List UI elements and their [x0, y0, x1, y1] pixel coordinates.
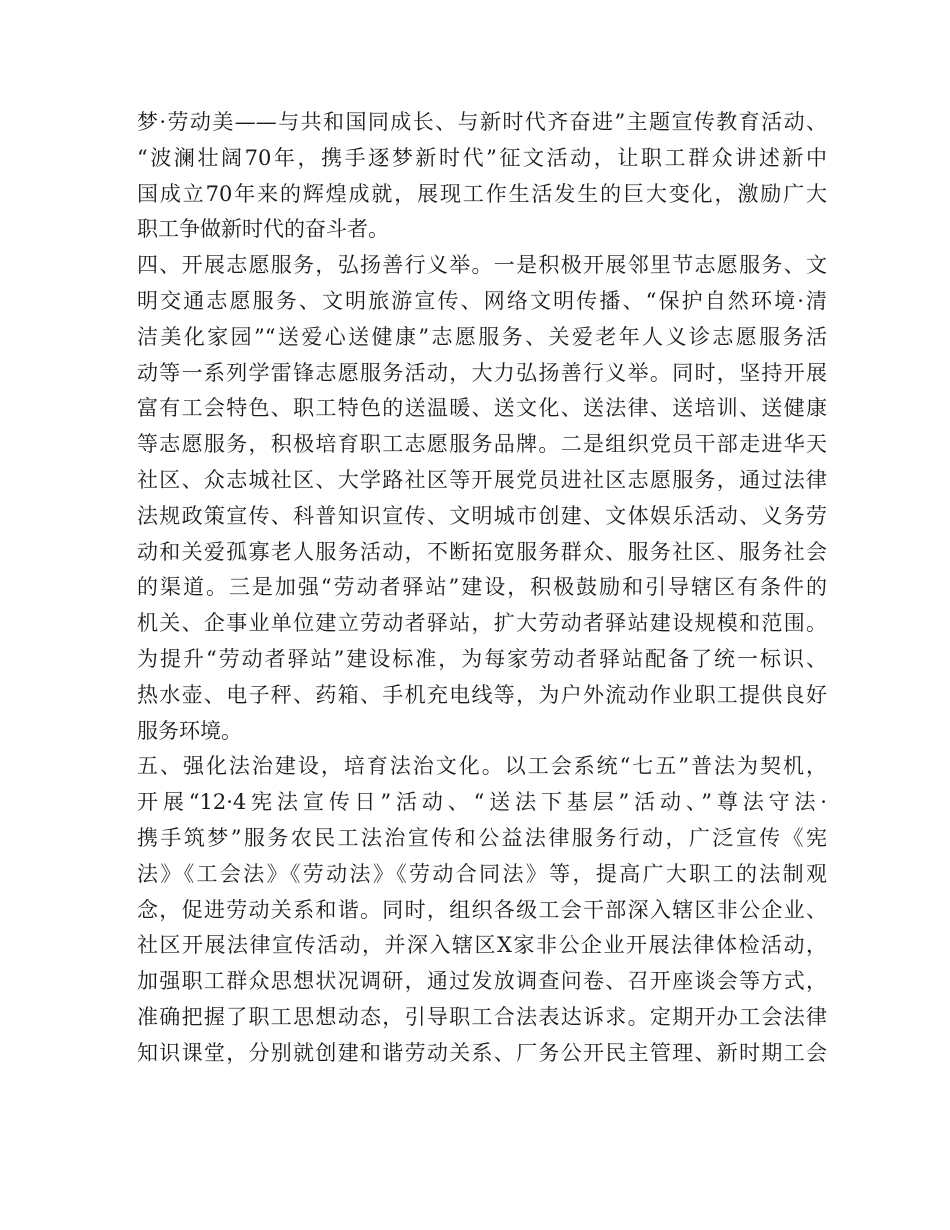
- text-line: 加强职工群众思想状况调研，通过发放调查问卷、召开座谈会等方式，: [137, 969, 827, 994]
- text-line: 动等一系列学雷锋志愿服务活动，大力弘扬善行义举。同时，坚持开展: [137, 360, 827, 385]
- text-line: 梦·劳动美——与共和国同成长、与新时代齐奋进”主题宣传教育活动、: [137, 110, 827, 134]
- text-line: 明交通志愿服务、文明旅游宣传、网络文明传播、“保护自然环境·清: [137, 288, 827, 313]
- text-line: 的渠道。三是加强“劳动者驿站”建设，积极鼓励和引导辖区有条件的: [137, 575, 827, 600]
- text-line: 四、开展志愿服务，弘扬善行义举。一是积极开展邻里节志愿服务、文: [137, 253, 827, 278]
- text-line: 开展“12·4宪法宣传日”活动、“送法下基层”活动、”尊法守法·: [137, 790, 827, 815]
- text-line: 知识课堂，分别就创建和谐劳动关系、厂务公开民主管理、新时期工会: [137, 1040, 827, 1065]
- text-line: 职工争做新时代的奋斗者。: [137, 217, 389, 242]
- text-line: 社区、众志城社区、大学路社区等开展党员进社区志愿服务，通过法律: [137, 467, 827, 492]
- text-line: 法》《工会法》《劳动法》《劳动合同法》等，提高广大职工的法制观: [137, 861, 827, 886]
- text-line: 热水壶、电子秤、药箱、手机充电线等，为户外流动作业职工提供良好: [137, 682, 827, 707]
- text-line: 念，促进劳动关系和谐。同时，组织各级工会干部深入辖区非公企业、: [137, 897, 827, 922]
- text-line: 法规政策宣传、科普知识宣传、文明城市创建、文体娱乐活动、义务劳: [137, 503, 827, 528]
- text-line: 为提升“劳动者驿站”建设标准，为每家劳动者驿站配备了统一标识、: [137, 646, 827, 671]
- text-line: 动和关爱孤寡老人服务活动，不断拓宽服务群众、服务社区、服务社会: [137, 539, 827, 564]
- document-body: [137, 105, 827, 1072]
- text-line: 社区开展法律宣传活动，并深入辖区X家非公企业开展法律体检活动，: [137, 933, 827, 958]
- text-line: “波澜壮阔70年，携手逐梦新时代”征文活动，让职工群众讲述新中: [137, 145, 827, 170]
- text-line: 等志愿服务，积极培育职工志愿服务品牌。二是组织党员干部走进华天: [137, 432, 827, 457]
- text-line: 洁美化家园”“送爱心送健康”志愿服务、关爱老年人义诊志愿服务活: [137, 324, 827, 349]
- text-line: 国成立70年来的辉煌成就，展现工作生活发生的巨大变化，激励广大: [137, 181, 827, 206]
- text-line: 携手筑梦”服务农民工法治宣传和公益法律服务行动，广泛宣传《宪: [137, 825, 827, 850]
- text-line: 机关、企事业单位建立劳动者驿站，扩大劳动者驿站建设规模和范围。: [137, 611, 827, 636]
- text-line: 富有工会特色、职工特色的送温暖、送文化、送法律、送培训、送健康: [137, 396, 827, 421]
- text-line: 准确把握了职工思想动态，引导职工合法表达诉求。定期开办工会法律: [137, 1004, 827, 1029]
- text-line: 五、强化法治建设，培育法治文化。以工会系统“七五”普法为契机，: [137, 754, 827, 779]
- text-line: 服务环境。: [137, 718, 242, 743]
